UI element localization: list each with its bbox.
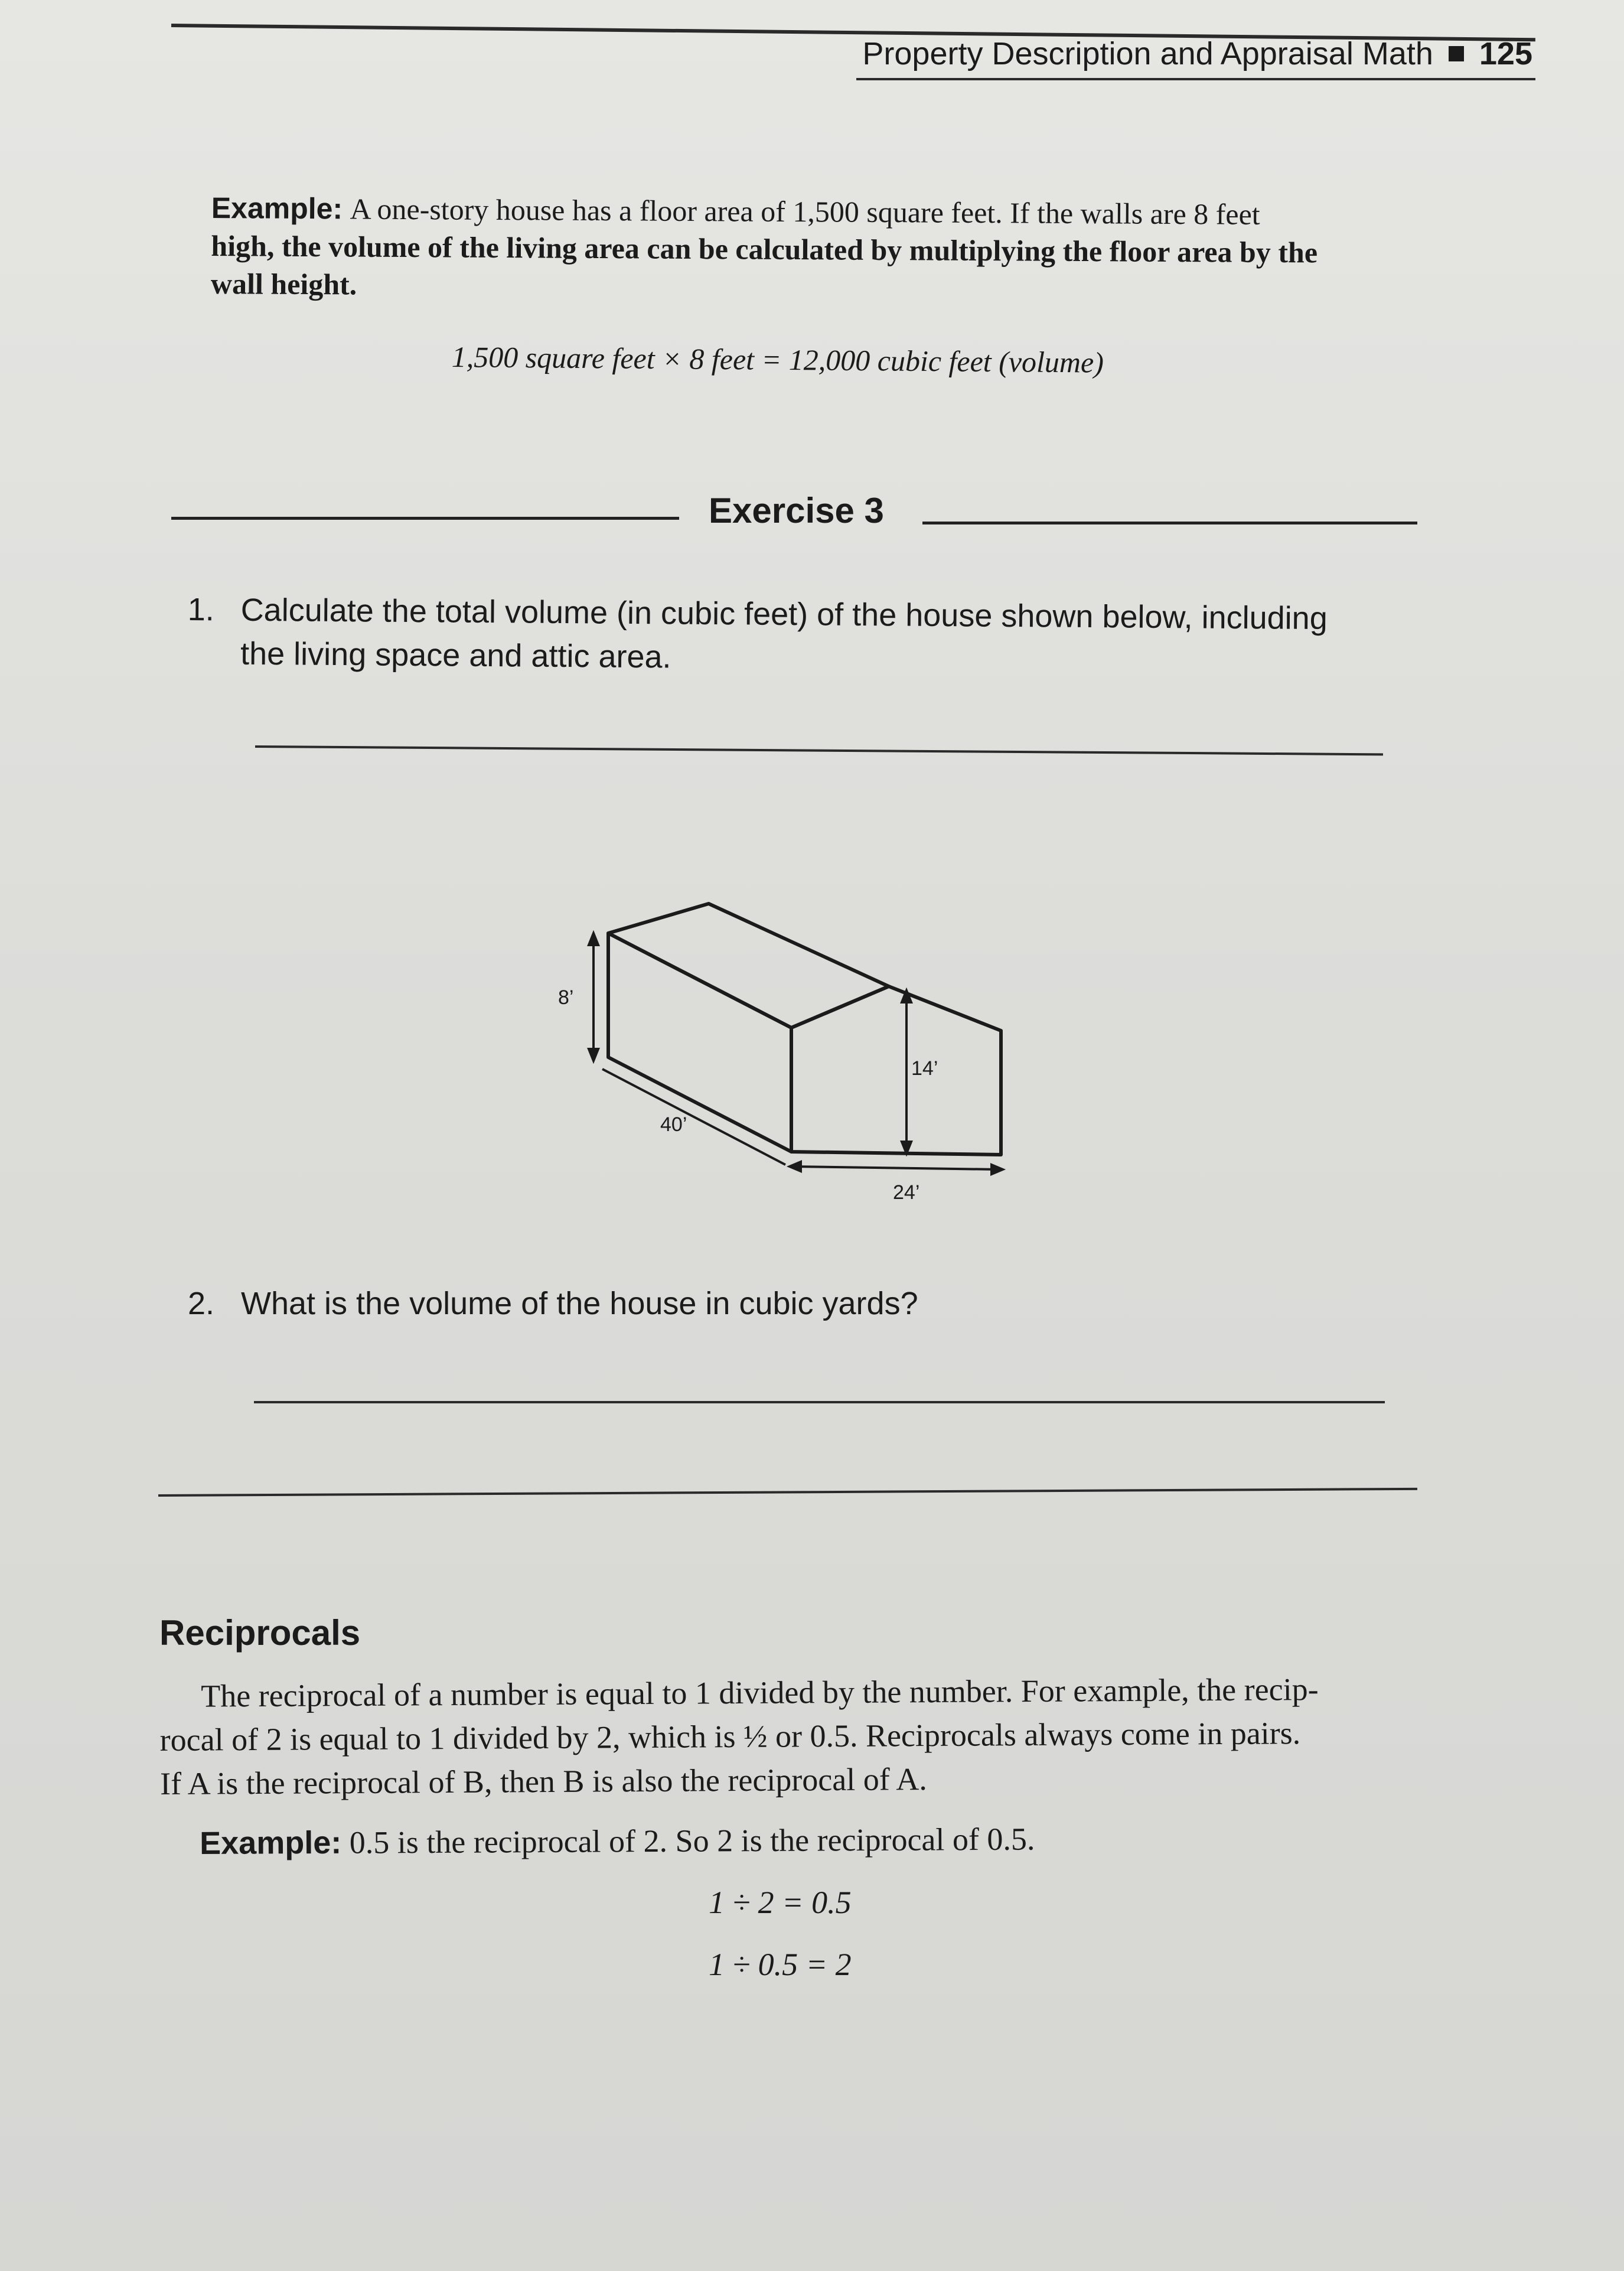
question-1 — [187, 588, 1428, 685]
dim-line-wall-height — [589, 933, 598, 1061]
question-1-line1: Calculate the total volume (in cubic feet) of the house shown below, including — [240, 592, 1328, 637]
example-reciprocal — [200, 1821, 1035, 1862]
reciprocals-paragraph — [159, 1667, 1424, 1806]
label-total-height: 14’ — [911, 1057, 938, 1080]
house-diagram — [558, 898, 1028, 1205]
dim-line-width — [790, 1162, 1003, 1174]
square-bullet-icon — [1449, 46, 1464, 61]
example-text-line1: A one-story house has a floor area of 1,500 square feet. If the walls are 8 feet — [350, 192, 1260, 231]
dim-line-total-height — [902, 990, 911, 1154]
equation-2: 1 ÷ 0.5 = 2 — [709, 1947, 852, 1982]
header-underline — [856, 78, 1535, 80]
house-gable-end — [791, 986, 1001, 1155]
example2-text: 0.5 is the reciprocal of 2. So 2 is the reciprocal of 0.5. — [349, 1821, 1035, 1861]
paragraph-line1: The reciprocal of a number is equal to 1 divided by the number. For example, the recip- — [201, 1672, 1319, 1714]
house-roof-plane — [608, 904, 889, 1028]
paragraph-line3: If A is the reciprocal of B, then B is also the reciprocal of A. — [159, 1761, 927, 1801]
label-wall-height: 8’ — [558, 986, 574, 1009]
exercise-rule-right — [922, 522, 1417, 524]
question-1-number: 1. — [187, 591, 214, 628]
running-header — [862, 35, 1532, 72]
example-text-line2: high, the volume of the living area can be calculated by multiplying the floor area by the — [211, 229, 1318, 269]
question-2 — [188, 1282, 1428, 1325]
dim-line-length — [602, 1069, 785, 1165]
page-number: 125 — [1479, 36, 1532, 71]
example-label: Example: — [211, 191, 343, 226]
exercise-heading — [171, 484, 1417, 537]
example-volume — [211, 189, 1345, 309]
label-length: 40’ — [660, 1113, 687, 1136]
running-title: Property Description and Appraisal Math — [862, 36, 1433, 71]
exercise-rule-left — [171, 517, 679, 520]
example-formula: 1,500 square feet × 8 feet = 12,000 cubic feet (volume) — [451, 340, 1104, 379]
question-1-line2: the living space and attic area. — [240, 636, 671, 675]
question-2-text: What is the volume of the house in cubic yards? — [241, 1286, 918, 1321]
section-heading-reciprocals: Reciprocals — [159, 1613, 361, 1653]
example-text-line3: wall height. — [210, 266, 357, 301]
equation-1: 1 ÷ 2 = 0.5 — [709, 1885, 852, 1920]
example2-label: Example: — [200, 1824, 342, 1861]
exercise-title: Exercise 3 — [709, 491, 884, 530]
question-2-number: 2. — [188, 1286, 215, 1321]
label-width: 24’ — [893, 1181, 920, 1204]
answer-line-1[interactable] — [255, 745, 1383, 755]
answer-line-3[interactable] — [158, 1488, 1417, 1497]
answer-line-2[interactable] — [254, 1401, 1385, 1403]
paragraph-line2: rocal of 2 is equal to 1 divided by 2, which is ½ or 0.5. Reciprocals always come in pairs. — [159, 1715, 1301, 1758]
